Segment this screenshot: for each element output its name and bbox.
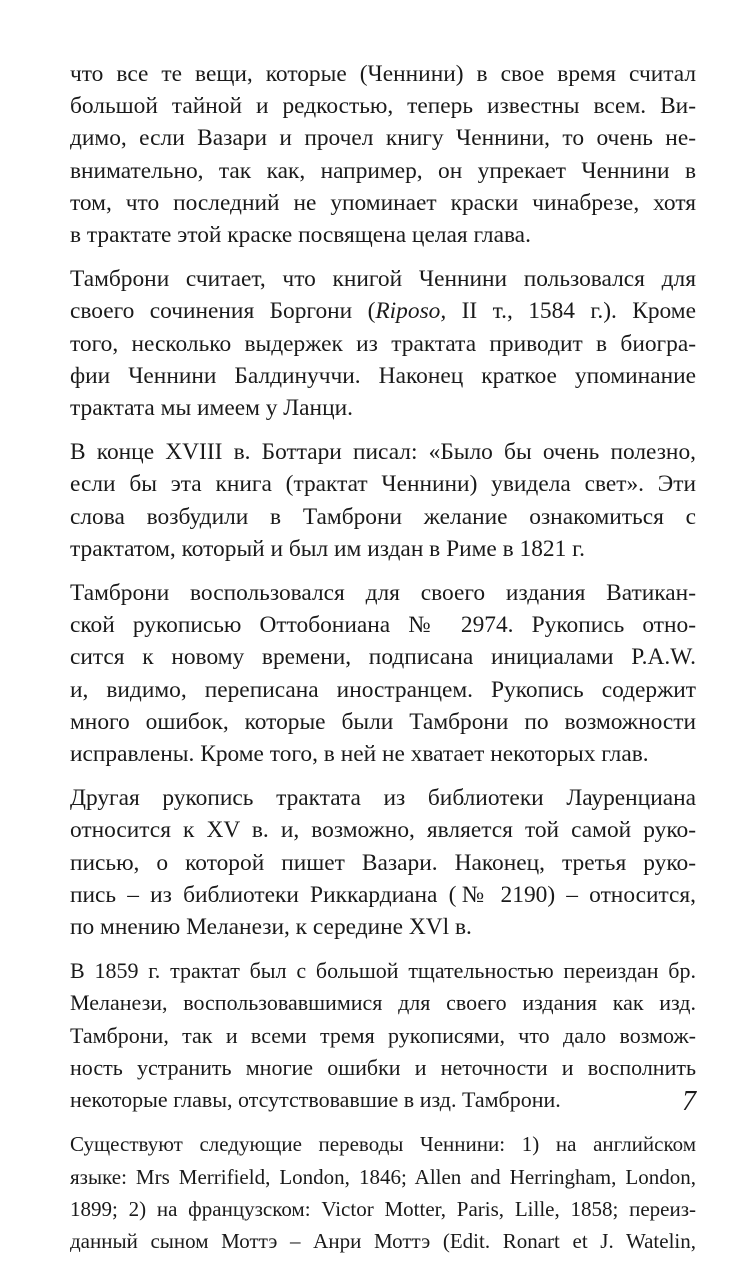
text-line: Тамброни, так и всеми тремя рукописями, что дало возмож- <box>70 1022 696 1048</box>
text-line: много ошибок, которые были Тамброни по возможности <box>70 708 696 735</box>
paragraph-5 <box>70 782 696 943</box>
paragraph-1 <box>70 58 696 251</box>
text-line-with-italic <box>70 295 696 327</box>
text-line: слова возбудили в Тамброни желание ознакомиться с <box>70 503 696 530</box>
text-line: Меланези, воспользовавшимися для своего издания как изд. <box>70 990 696 1016</box>
text-line: относится к XV в. и, возможно, является той самой руко- <box>70 817 696 844</box>
text-line: исправлены. Кроме того, в ней не хватает некоторых глав. <box>70 741 649 768</box>
text-fragment: своего сочинения Боргони ( <box>70 298 376 325</box>
paragraph-2 <box>70 263 696 424</box>
text-line: димо, если Вазари и прочел книгу Ченнини, то очень не- <box>70 125 696 152</box>
text-line: и, видимо, переписана иностранцем. Рукопись содержит <box>70 676 696 703</box>
paragraph-7 <box>70 1128 696 1257</box>
text-fragment: II т., 1584 г.). Кроме <box>446 298 696 325</box>
text-line: если бы эта книга (трактат Ченнини) увидела свет». Эти <box>70 471 696 498</box>
text-line: трактатом, который и был им издан в Риме в 1821 г. <box>70 535 585 562</box>
text-line: ской рукописью Оттобониана № 2974. Рукопись отно- <box>70 612 696 639</box>
text-line: пись – из библиотеки Риккардиана (№ 2190) – относится, <box>70 881 696 908</box>
text-line: В 1859 г. трактат был с большой тщательностью переиздан бр. <box>70 958 696 984</box>
text-line: том, что последний не упоминает краски чинабрезе, хотя <box>70 189 696 216</box>
page-body <box>70 58 696 1269</box>
paragraph-4 <box>70 577 696 770</box>
text-line: данный сыном Моттэ – Анри Моттэ (Edit. Ronart et J. Watelin, <box>70 1228 696 1253</box>
text-line: трактата мы имеем у Ланци. <box>70 395 353 422</box>
text-line: большой тайной и редкостью, теперь известны всем. Ви- <box>70 93 696 120</box>
text-line: Тамброни считает, что книгой Ченнини пользовался для <box>70 266 696 293</box>
text-line: внимательно, так как, например, он упрекает Ченнини в <box>70 157 696 184</box>
text-line: ность устранить многие ошибки и неточности и восполнить <box>70 1054 696 1080</box>
text-line: Тамброни воспользовался для своего издания Ватикан- <box>70 580 696 607</box>
text-line: Существуют следующие переводы Ченнини: 1) на английском <box>70 1132 696 1157</box>
text-line: писью, о которой пишет Вазари. Наконец, третья руко- <box>70 849 696 876</box>
paragraph-3 <box>70 436 696 565</box>
paragraph-6 <box>70 955 696 1116</box>
page-number: 7 <box>682 1086 696 1117</box>
text-line: что все те вещи, которые (Ченнини) в свое время считал <box>70 61 696 87</box>
text-line: 1899; 2) на французском: Victor Motter, Paris, Lille, 1858; переиз- <box>70 1196 696 1221</box>
text-line: Другая рукопись трактата из библиотеки Лауренциана <box>70 785 696 812</box>
text-line: по мнению Меланези, к середине XVl в. <box>70 914 472 941</box>
text-line: в трактате этой краске посвящена целая глава. <box>70 222 531 249</box>
text-line: сится к новому времени, подписана инициалами P.A.W. <box>70 644 696 671</box>
text-line: В конце XVIII в. Боттари писал: «Было бы очень полезно, <box>70 439 696 466</box>
italic-title: Riposo, <box>375 298 447 325</box>
text-line: фии Ченнини Балдинуччи. Наконец краткое упоминание <box>70 362 696 389</box>
text-line: некоторые главы, отсутствовавшие в изд. Тамброни. <box>70 1087 561 1113</box>
text-line: языке: Mrs Merrifield, London, 1846; Allen and Herringham, London, <box>70 1164 696 1189</box>
text-line: того, несколько выдержек из трактата приводит в биогра- <box>70 330 696 357</box>
